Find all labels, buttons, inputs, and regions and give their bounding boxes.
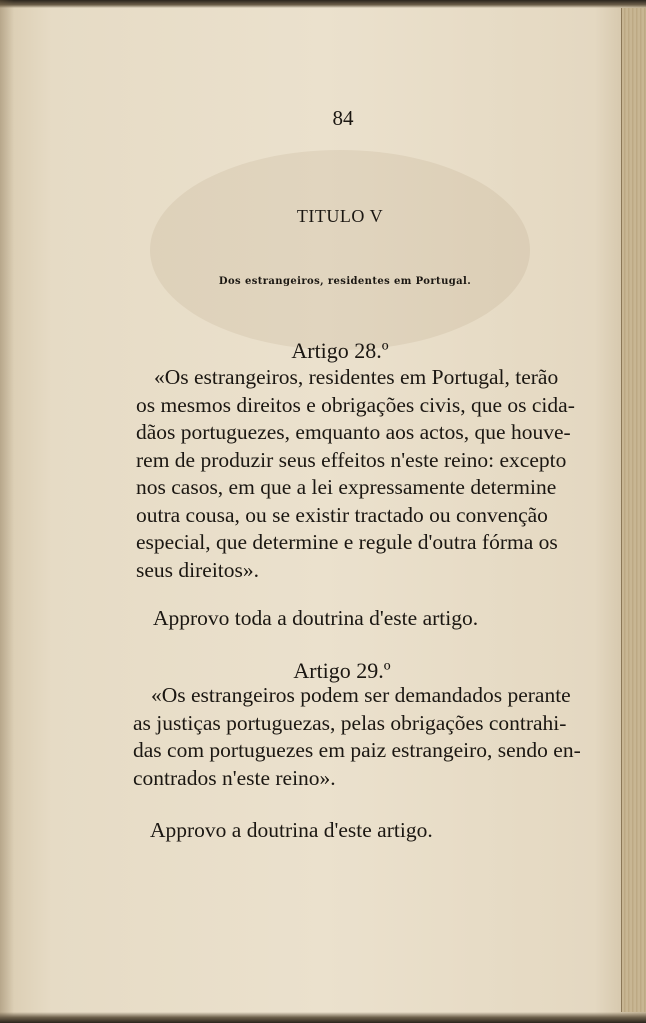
article-29-heading: Artigo 29.º [293, 658, 391, 683]
text-line: das com portuguezes em paiz estrangeiro, sendo en- [133, 738, 581, 762]
text-line: dãos portuguezes, emquanto aos actos, que houve- [136, 420, 571, 444]
text-line: as justiças portuguezas, pelas obrigações contrahi- [133, 710, 567, 735]
text-line: nos casos, em que a lei expressamente determine [136, 475, 557, 499]
article-29-text [133, 682, 581, 792]
article-28-heading: Artigo 28.º [291, 338, 389, 363]
page-stack-edge [621, 8, 646, 1012]
article-28-comment: Approvo toda a doutrina d'este artigo. [153, 606, 479, 630]
text-line: «Os estrangeiros podem ser demandados perante [151, 683, 571, 707]
bleed-through-stain [150, 150, 530, 350]
text-line: rem de produzir seus effeitos n'este reino: excepto [136, 447, 567, 472]
text-line: contrados n'este reino». [133, 765, 336, 790]
text-line: outra cousa, ou se existir tractado ou convenção [136, 502, 548, 527]
page-bottom-edge [0, 1012, 646, 1023]
page-gutter-shadow [0, 0, 14, 1023]
page-top-edge [0, 0, 646, 8]
article-28-text [136, 364, 575, 584]
chapter-title: TITULO V [296, 206, 384, 226]
article-29-comment: Approvo a doutrina d'este artigo. [150, 818, 433, 842]
text-line: seus direitos». [136, 557, 260, 582]
text-line: «Os estrangeiros, residentes em Portugal, terão [154, 365, 559, 389]
text-line: os mesmos direitos e obrigações civis, que os cida- [136, 392, 575, 417]
text-line: especial, que determine e regule d'outra fórma os [136, 530, 558, 554]
chapter-subtitle: Dos estrangeiros, residentes em Portugal. [218, 276, 472, 287]
page-number: 84 [332, 106, 354, 130]
